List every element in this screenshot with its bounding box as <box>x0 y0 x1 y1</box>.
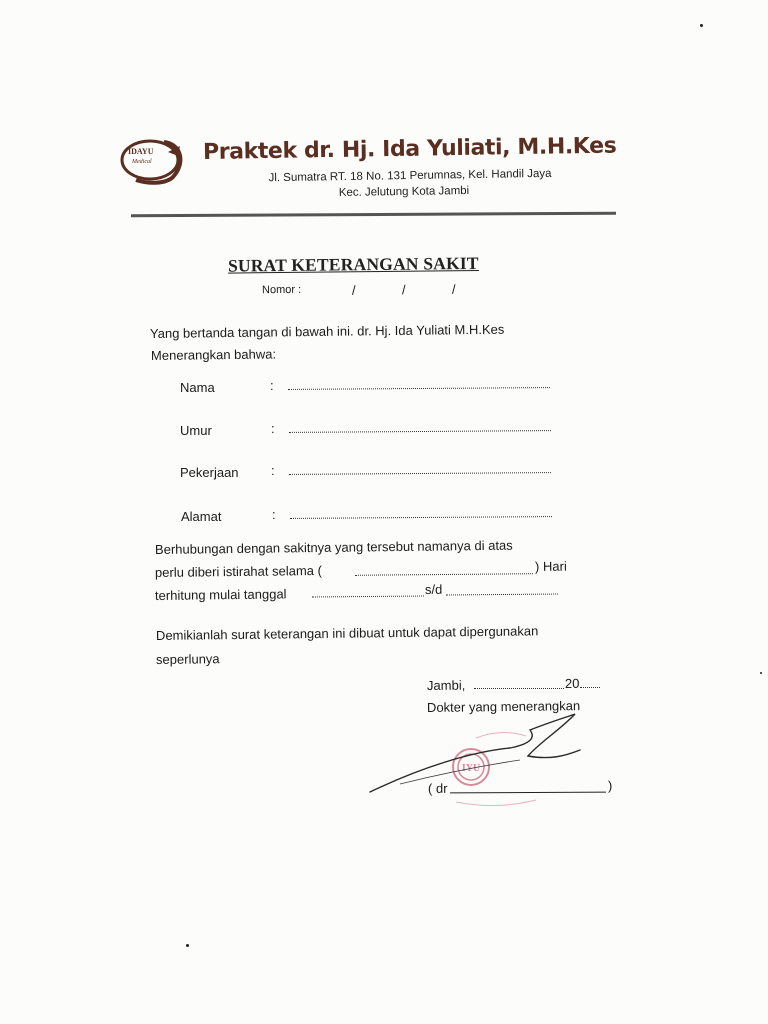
body-line-3-start: terhitung mulai tanggal <box>154 586 287 603</box>
start-date-line <box>312 596 424 598</box>
field-label-nama: Nama <box>180 380 215 395</box>
field-line-umur <box>289 430 551 433</box>
date-line <box>474 688 564 689</box>
number-separator: / <box>401 282 406 298</box>
logo-text-top: IDAYU <box>128 147 154 156</box>
field-line-alamat <box>290 516 552 519</box>
field-line-nama <box>288 387 550 390</box>
body-line-2-start: perlu diberi istirahat selama ( <box>154 562 322 580</box>
field-colon: : <box>270 378 274 393</box>
end-date-line <box>446 594 558 596</box>
field-colon: : <box>271 463 275 478</box>
body-line-1: Berhubungan dengan sakitnya yang tersebut namanya di atas <box>154 537 513 557</box>
document-number-separators <box>352 281 502 298</box>
body-line-2-end: ) Hari <box>534 558 567 574</box>
clinic-title: Praktek dr. Hj. Ida Yuliati, M.H.Kes <box>202 133 617 165</box>
place-date-start: Jambi, <box>426 677 466 693</box>
clinic-address-line1: Jl. Sumatra RT. 18 No. 131 Perumnas, Kel. Handil Jaya <box>268 167 552 185</box>
rest-days-line <box>355 573 533 576</box>
logo-text-bottom: Medical <box>132 159 152 165</box>
closing-line-1: Demikianlah surat keterangan ini dibuat untuk dapat dipergunakan <box>155 623 539 643</box>
stamp-monogram: IYU <box>461 763 481 774</box>
clinic-address-line2: Kec. Jelutung Kota Jambi <box>338 184 470 200</box>
signer-name-close: ) <box>607 777 613 793</box>
year-line <box>580 687 600 688</box>
letterhead-divider <box>131 212 616 218</box>
scan-speck <box>760 672 762 674</box>
scan-speck <box>186 944 189 947</box>
number-separator: / <box>351 282 356 298</box>
signer-name-open: ( dr <box>427 780 448 796</box>
field-colon: : <box>271 421 275 436</box>
field-label-alamat: Alamat <box>181 509 222 524</box>
body-line-3-mid: s/d <box>424 581 443 597</box>
signer-role: Dokter yang menerangkan <box>426 698 581 715</box>
clinic-logo-icon <box>120 134 192 188</box>
document-title: SURAT KETERANGAN SAKIT <box>227 252 479 276</box>
intro-line-2: Menerangkan bahwa: <box>150 346 277 363</box>
field-colon: : <box>272 507 276 522</box>
place-date-year: 20 <box>564 675 580 691</box>
document-number-label: Nomor : <box>261 283 302 297</box>
field-label-pekerjaan: Pekerjaan <box>180 465 239 480</box>
field-line-pekerjaan <box>289 472 551 475</box>
intro-line-1: Yang bertanda tangan di bawah ini. dr. Hj. Ida Yuliati M.H.Kes <box>149 321 505 341</box>
number-separator: / <box>451 281 456 297</box>
field-label-umur: Umur <box>180 423 212 438</box>
closing-line-2: seperlunya <box>155 651 220 667</box>
scan-speck <box>700 24 703 27</box>
